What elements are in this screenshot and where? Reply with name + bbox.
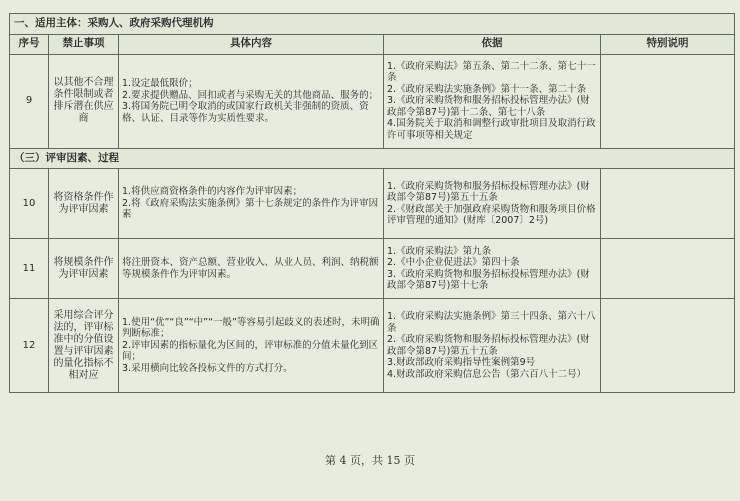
row-number: 10 [10,169,49,239]
prohibited-item: 以其他不合理条件限制或者排斥潜在供应商 [49,54,119,148]
rules-table [9,13,735,393]
special-note [601,169,735,239]
specific-content: 1.使用“优”“良”“中”“一般”等容易引起歧义的表述时，未明确判断标准； 2.评审因素的指标量化为区间的，评审标准的分值未量化到区间； 3.采用横向比较各投标文件的方式打分。 [119,299,384,393]
prohibited-item: 采用综合评分法的，评审标准中的分值设置与评审因素的量化指标不相对应 [49,299,119,393]
header-note: 特别说明 [601,34,735,54]
table-header-row [10,34,735,54]
special-note [601,299,735,393]
legal-basis: 1.《政府采购法》第五条、第二十二条、第七十一条 2.《政府采购法实施条例》第十一条、第二十条 3.《政府采购货物和服务招标投标管理办法》(财政部令第87号)第十二条、第七十八条 4.国务院关于取消和调整行政审批项目及取消行政许可事项等相关规定 [384,54,601,148]
row-number: 11 [10,239,49,299]
section-row-review [10,148,735,169]
table-row [10,54,735,148]
table-row [10,239,735,299]
section-title: （三）评审因素、过程 [10,148,735,169]
specific-content: 将注册资本、资产总额、营业收入、从业人员、利润、纳税额等规模条件作为评审因素。 [119,239,384,299]
row-number: 12 [10,299,49,393]
header-basis: 依据 [384,34,601,54]
header-content: 具体内容 [119,34,384,54]
section-row-subject [10,14,735,35]
header-item: 禁止事项 [49,34,119,54]
specific-content: 1.将供应商资格条件的内容作为评审因素； 2.将《政府采购法实施条例》第十七条规定的条件作为评审因素 [119,169,384,239]
table-row [10,169,735,239]
header-no: 序号 [10,34,49,54]
table-row [10,299,735,393]
legal-basis: 1.《政府采购法实施条例》第三十四条、第六十八条 2.《政府采购货物和服务招标投标管理办法》(财政部令第87号)第五十五条 3.财政部政府采购指导性案例第9号 4.财政部政府采购信息公告（第六百八十二号） [384,299,601,393]
page-number: 第 4 页，共 15 页 [325,454,415,467]
legal-basis: 1.《政府采购法》第九条 2.《中小企业促进法》第四十条 3.《政府采购货物和服务招标投标管理办法》(财政部令第87号)第十七条 [384,239,601,299]
legal-basis: 1.《政府采购货物和服务招标投标管理办法》(财政部令第87号)第五十五条 2.《财政部关于加强政府采购货物和服务项目价格评审管理的通知》(财库〔2007〕2号) [384,169,601,239]
special-note [601,54,735,148]
prohibited-item: 将资格条件作为评审因素 [49,169,119,239]
document-page [9,13,734,393]
row-number: 9 [10,54,49,148]
prohibited-item: 将规模条件作为评审因素 [49,239,119,299]
section-title: 一、适用主体：采购人、政府采购代理机构 [10,14,735,35]
special-note [601,239,735,299]
specific-content: 1.设定最低限价； 2.要求提供赠品、回扣或者与采购无关的其他商品、服务的； 3.将国务院已明令取消的或国家行政机关非强制的资质、资格、认证、目录等作为实质性要求。 [119,54,384,148]
